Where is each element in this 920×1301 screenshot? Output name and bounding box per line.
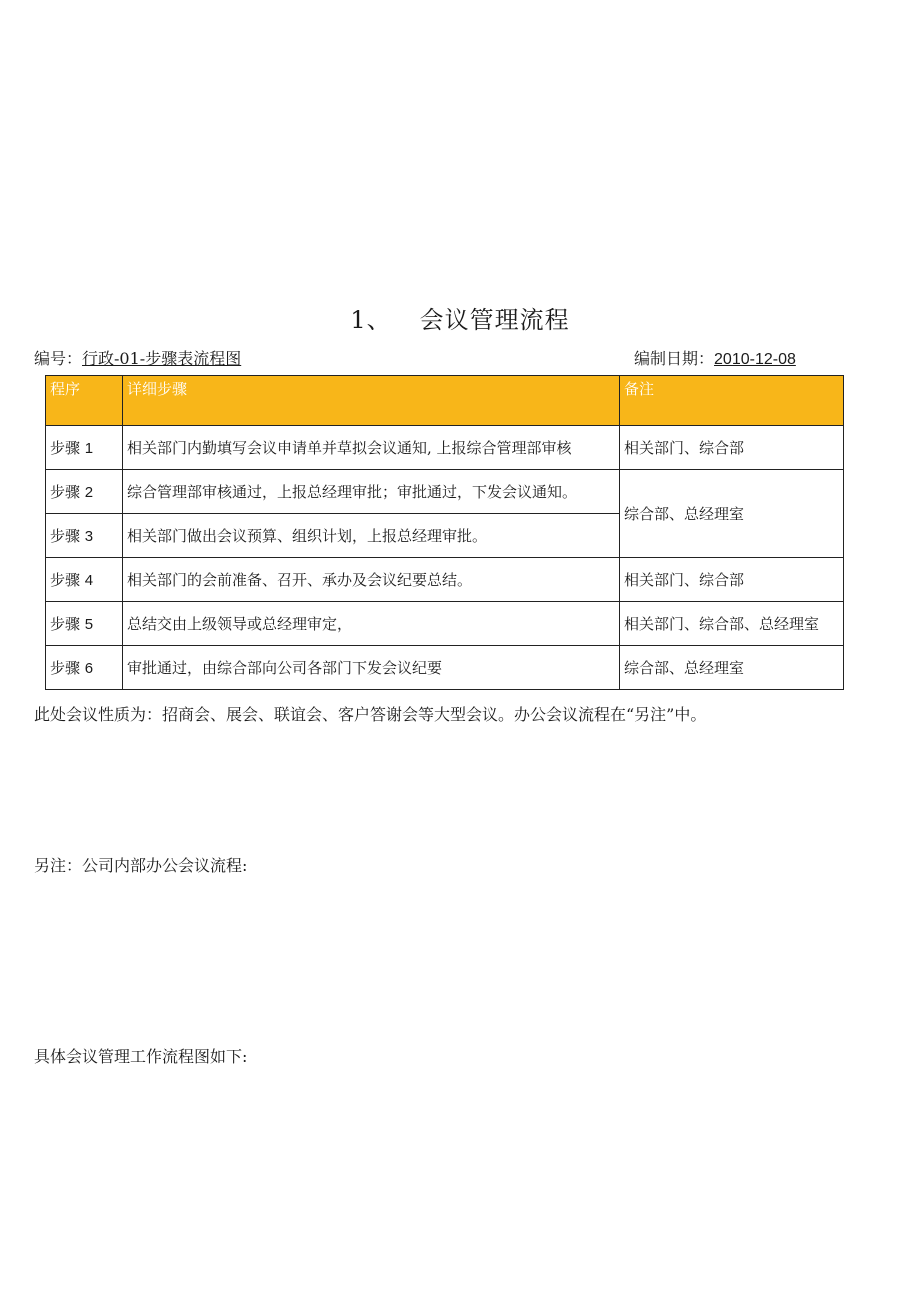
step-prefix: 步骤 <box>50 571 81 589</box>
remark-cell: 相关部门、综合部、总经理室 <box>620 602 844 646</box>
extra-note: 另注：公司内部办公会议流程: <box>34 856 248 875</box>
step-number: 2 <box>84 484 94 501</box>
table-row <box>46 602 844 646</box>
document-date-label: 编制日期： <box>634 349 715 368</box>
document-code <box>34 346 241 369</box>
header-procedure: 程序 <box>46 376 123 426</box>
remark-cell-merged: 综合部、总经理室 <box>620 470 844 558</box>
document-date-value: 2010-12-08 <box>714 351 796 368</box>
step-number: 3 <box>84 528 94 545</box>
title-number: 1、 <box>350 306 392 334</box>
table-row <box>46 470 844 514</box>
remark-cell: 相关部门、综合部 <box>620 558 844 602</box>
step-cell <box>46 470 123 514</box>
step-prefix: 步骤 <box>50 659 81 677</box>
document-code-value: 行政-01-步骤表流程图 <box>82 349 242 368</box>
table-row <box>46 646 844 690</box>
detail-cell: 审批通过，由综合部向公司各部门下发会议纪要 <box>123 646 620 690</box>
document-code-label: 编号： <box>34 349 83 368</box>
step-number: 5 <box>84 616 94 633</box>
step-cell <box>46 514 123 558</box>
detail-cell: 综合管理部审核通过，上报总经理审批；审批通过，下发会议通知。 <box>123 470 620 514</box>
step-cell <box>46 646 123 690</box>
step-prefix: 步骤 <box>50 439 81 457</box>
step-prefix: 步骤 <box>50 483 81 501</box>
table-row <box>46 426 844 470</box>
document-date <box>634 346 796 369</box>
step-cell <box>46 558 123 602</box>
step-number: 4 <box>84 572 94 589</box>
step-prefix: 步骤 <box>50 527 81 545</box>
remark-cell: 相关部门、综合部 <box>620 426 844 470</box>
step-number: 6 <box>84 660 94 677</box>
detail-cell: 相关部门内勤填写会议申请单并草拟会议通知, 上报综合管理部审核 <box>123 426 620 470</box>
table-header-row <box>46 376 844 426</box>
flowchart-intro: 具体会议管理工作流程图如下: <box>34 1047 248 1066</box>
page-title <box>0 300 920 335</box>
detail-cell: 相关部门做出会议预算、组织计划，上报总经理审批。 <box>123 514 620 558</box>
steps-table <box>45 375 844 690</box>
step-prefix: 步骤 <box>50 615 81 633</box>
title-text: 会议管理流程 <box>419 306 570 334</box>
step-number: 1 <box>84 440 94 457</box>
step-cell <box>46 426 123 470</box>
detail-cell: 相关部门的会前准备、召开、承办及会议纪要总结。 <box>123 558 620 602</box>
step-cell <box>46 602 123 646</box>
detail-cell: 总结交由上级领导或总经理审定， <box>123 602 620 646</box>
header-detail: 详细步骤 <box>123 376 620 426</box>
meeting-nature-note: 此处会议性质为：招商会、展会、联谊会、客户答谢会等大型会议。办公会议流程在“另注”中。 <box>34 705 707 724</box>
header-remark: 备注 <box>620 376 844 426</box>
table-row <box>46 558 844 602</box>
remark-cell: 综合部、总经理室 <box>620 646 844 690</box>
